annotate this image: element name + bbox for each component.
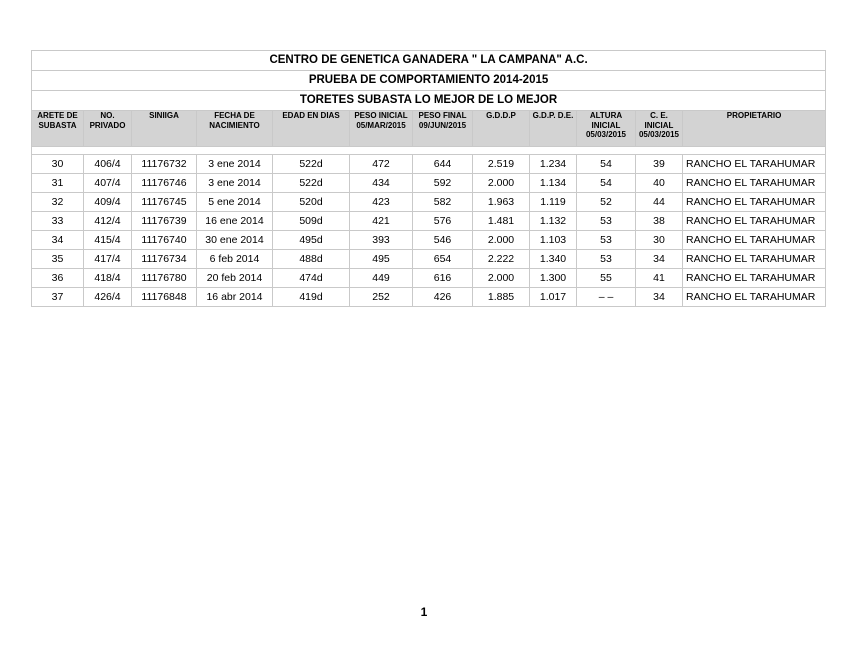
cell-no-privado: 418/4 xyxy=(84,269,132,288)
cell-fecha-nacimiento: 5 ene 2014 xyxy=(197,193,273,212)
column-header-line: ARETE DE xyxy=(37,111,78,120)
column-header-line: ALTURA xyxy=(589,111,623,120)
cell-edad-dias: 520d xyxy=(273,193,350,212)
cell-fecha-nacimiento: 3 ene 2014 xyxy=(197,155,273,174)
cell-fecha-nacimiento: 20 feb 2014 xyxy=(197,269,273,288)
cell-gdp-de: 1.300 xyxy=(530,269,577,288)
cell-peso-inicial: 434 xyxy=(350,174,413,193)
cell-altura-inicial: 53 xyxy=(577,231,636,250)
cell-gdp-de: 1.132 xyxy=(530,212,577,231)
column-header-line: G.D.D.P xyxy=(486,111,516,120)
column-header-gddp xyxy=(473,111,530,147)
cell-arete-subasta: 33 xyxy=(32,212,84,231)
cell-gddp: 2.000 xyxy=(473,174,530,193)
cell-arete-subasta: 37 xyxy=(32,288,84,307)
cell-fecha-nacimiento: 30 ene 2014 xyxy=(197,231,273,250)
cell-fecha-nacimiento: 16 ene 2014 xyxy=(197,212,273,231)
cell-edad-dias: 522d xyxy=(273,174,350,193)
report-title-auction: TORETES SUBASTA LO MEJOR DE LO MEJOR xyxy=(32,91,826,111)
table-row xyxy=(32,288,826,307)
cell-siniiga: 11176745 xyxy=(132,193,197,212)
column-header-line: SUBASTA xyxy=(38,120,77,130)
cell-siniiga: 11176740 xyxy=(132,231,197,250)
cell-siniiga: 11176732 xyxy=(132,155,197,174)
cell-peso-final: 592 xyxy=(413,174,473,193)
column-header-propietario xyxy=(683,111,826,147)
cell-gddp: 1.885 xyxy=(473,288,530,307)
cell-altura-inicial: 54 xyxy=(577,174,636,193)
report-sheet xyxy=(31,50,825,307)
cell-gdp-de: 1.103 xyxy=(530,231,577,250)
cell-altura-inicial: 55 xyxy=(577,269,636,288)
column-header-no-privado xyxy=(84,111,132,147)
column-header-line: NACIMIENTO xyxy=(209,120,260,130)
cell-peso-final: 546 xyxy=(413,231,473,250)
cell-no-privado: 412/4 xyxy=(84,212,132,231)
column-header-line: PESO FINAL xyxy=(418,111,467,120)
column-header-arete-subasta xyxy=(32,111,84,147)
cell-edad-dias: 522d xyxy=(273,155,350,174)
cell-ce-inicial: 40 xyxy=(636,174,683,193)
cell-no-privado: 417/4 xyxy=(84,250,132,269)
cell-ce-inicial: 39 xyxy=(636,155,683,174)
column-header-line: INICIAL xyxy=(644,120,674,130)
cell-gddp: 2.000 xyxy=(473,231,530,250)
cell-fecha-nacimiento: 16 abr 2014 xyxy=(197,288,273,307)
cell-gddp: 1.481 xyxy=(473,212,530,231)
cell-propietario: RANCHO EL TARAHUMAR xyxy=(683,174,826,193)
header-gap-cell xyxy=(32,147,826,155)
cell-propietario: RANCHO EL TARAHUMAR xyxy=(683,231,826,250)
cell-siniiga: 11176739 xyxy=(132,212,197,231)
cell-gddp: 2.000 xyxy=(473,269,530,288)
cell-edad-dias: 495d xyxy=(273,231,350,250)
title-row-2 xyxy=(32,71,826,91)
cell-edad-dias: 474d xyxy=(273,269,350,288)
cell-propietario: RANCHO EL TARAHUMAR xyxy=(683,288,826,307)
column-header-line: PRIVADO xyxy=(89,120,126,130)
table-row xyxy=(32,231,826,250)
cell-gdp-de: 1.119 xyxy=(530,193,577,212)
table-row xyxy=(32,174,826,193)
cell-gdp-de: 1.234 xyxy=(530,155,577,174)
report-title-test: PRUEBA DE COMPORTAMIENTO 2014-2015 xyxy=(32,71,826,91)
cell-peso-inicial: 421 xyxy=(350,212,413,231)
cell-siniiga: 11176848 xyxy=(132,288,197,307)
cell-no-privado: 426/4 xyxy=(84,288,132,307)
cell-gdp-de: 1.017 xyxy=(530,288,577,307)
cell-ce-inicial: 34 xyxy=(636,250,683,269)
cell-altura-inicial: 54 xyxy=(577,155,636,174)
cell-altura-inicial: – – xyxy=(577,288,636,307)
cell-siniiga: 11176780 xyxy=(132,269,197,288)
cell-gddp: 2.222 xyxy=(473,250,530,269)
cell-propietario: RANCHO EL TARAHUMAR xyxy=(683,269,826,288)
cell-ce-inicial: 38 xyxy=(636,212,683,231)
column-header-line: PESO INICIAL xyxy=(354,111,408,120)
column-header-line: C. E. xyxy=(650,111,668,120)
column-header-altura-inicial xyxy=(577,111,636,147)
cell-peso-inicial: 252 xyxy=(350,288,413,307)
cell-arete-subasta: 30 xyxy=(32,155,84,174)
cell-edad-dias: 488d xyxy=(273,250,350,269)
column-header-line: G.D.P. D.E. xyxy=(532,111,574,120)
cell-ce-inicial: 41 xyxy=(636,269,683,288)
cell-no-privado: 406/4 xyxy=(84,155,132,174)
cell-peso-inicial: 495 xyxy=(350,250,413,269)
cell-peso-final: 582 xyxy=(413,193,473,212)
column-header-line: INICIAL xyxy=(591,120,621,130)
cell-fecha-nacimiento: 6 feb 2014 xyxy=(197,250,273,269)
cell-siniiga: 11176746 xyxy=(132,174,197,193)
cell-edad-dias: 419d xyxy=(273,288,350,307)
cell-no-privado: 415/4 xyxy=(84,231,132,250)
table-row xyxy=(32,193,826,212)
cell-gddp: 1.963 xyxy=(473,193,530,212)
cell-peso-inicial: 472 xyxy=(350,155,413,174)
cell-propietario: RANCHO EL TARAHUMAR xyxy=(683,250,826,269)
cell-altura-inicial: 53 xyxy=(577,250,636,269)
column-header-row xyxy=(32,111,826,147)
title-row-1 xyxy=(32,51,826,71)
cell-peso-inicial: 423 xyxy=(350,193,413,212)
cell-peso-final: 616 xyxy=(413,269,473,288)
cell-peso-final: 654 xyxy=(413,250,473,269)
column-header-ce-inicial xyxy=(636,111,683,147)
column-header-line: PROPIETARIO xyxy=(726,111,782,120)
column-header-line: FECHA DE xyxy=(214,111,255,120)
cell-no-privado: 409/4 xyxy=(84,193,132,212)
header-gap-row xyxy=(32,147,826,155)
table-row xyxy=(32,155,826,174)
cell-ce-inicial: 34 xyxy=(636,288,683,307)
table-row xyxy=(32,250,826,269)
performance-test-table xyxy=(31,50,826,307)
cell-propietario: RANCHO EL TARAHUMAR xyxy=(683,155,826,174)
column-header-line: 09/JUN/2015 xyxy=(418,120,467,130)
cell-no-privado: 407/4 xyxy=(84,174,132,193)
cell-propietario: RANCHO EL TARAHUMAR xyxy=(683,212,826,231)
column-header-peso-inicial xyxy=(350,111,413,147)
column-header-edad-dias xyxy=(273,111,350,147)
cell-ce-inicial: 44 xyxy=(636,193,683,212)
column-header-fecha-nacimiento xyxy=(197,111,273,147)
column-header-line: SINIIGA xyxy=(149,111,179,120)
column-header-peso-final xyxy=(413,111,473,147)
report-title-center: CENTRO DE GENETICA GANADERA " LA CAMPANA" A.C. xyxy=(32,51,826,71)
cell-peso-inicial: 393 xyxy=(350,231,413,250)
column-header-line: NO. xyxy=(100,111,115,120)
cell-gdp-de: 1.134 xyxy=(530,174,577,193)
cell-arete-subasta: 34 xyxy=(32,231,84,250)
cell-altura-inicial: 53 xyxy=(577,212,636,231)
cell-propietario: RANCHO EL TARAHUMAR xyxy=(683,193,826,212)
cell-gdp-de: 1.340 xyxy=(530,250,577,269)
cell-gddp: 2.519 xyxy=(473,155,530,174)
table-row xyxy=(32,212,826,231)
table-row xyxy=(32,269,826,288)
column-header-gdp-de xyxy=(530,111,577,147)
cell-peso-inicial: 449 xyxy=(350,269,413,288)
cell-altura-inicial: 52 xyxy=(577,193,636,212)
cell-arete-subasta: 31 xyxy=(32,174,84,193)
cell-arete-subasta: 32 xyxy=(32,193,84,212)
column-header-line: 05/03/2015 xyxy=(638,130,680,139)
column-header-line: 05/MAR/2015 xyxy=(356,120,406,130)
cell-edad-dias: 509d xyxy=(273,212,350,231)
cell-peso-final: 644 xyxy=(413,155,473,174)
column-header-siniiga xyxy=(132,111,197,147)
cell-arete-subasta: 35 xyxy=(32,250,84,269)
title-row-3 xyxy=(32,91,826,111)
column-header-line: 05/03/2015 xyxy=(585,130,627,139)
page-number: 1 xyxy=(420,605,428,619)
cell-arete-subasta: 36 xyxy=(32,269,84,288)
cell-ce-inicial: 30 xyxy=(636,231,683,250)
cell-peso-final: 576 xyxy=(413,212,473,231)
cell-siniiga: 11176734 xyxy=(132,250,197,269)
cell-peso-final: 426 xyxy=(413,288,473,307)
column-header-line: EDAD EN DIAS xyxy=(282,111,340,120)
cell-fecha-nacimiento: 3 ene 2014 xyxy=(197,174,273,193)
table-body xyxy=(32,155,826,307)
